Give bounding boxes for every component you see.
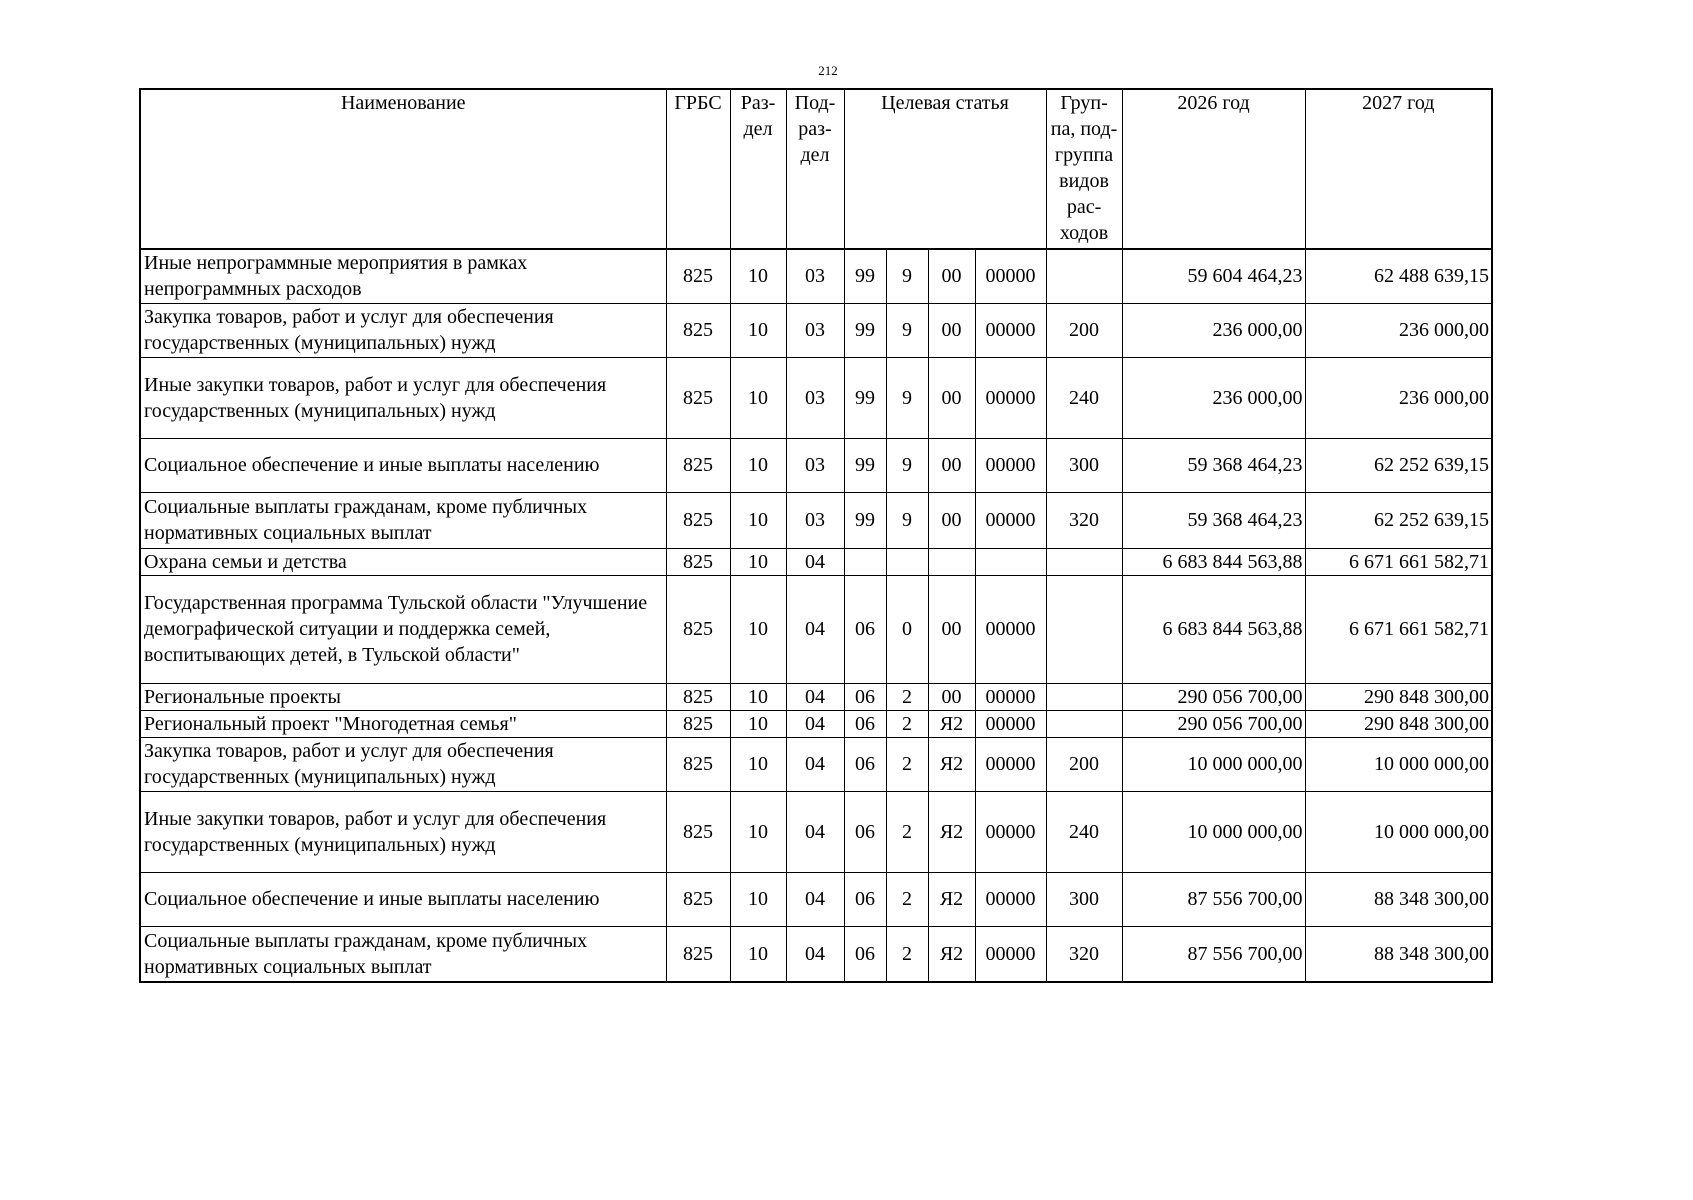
- cell-expense-group: 320: [1046, 926, 1122, 982]
- cell-grbs: 825: [666, 872, 730, 926]
- cell-amount-2027: 62 252 639,15: [1305, 438, 1492, 492]
- cell-target-code: 00000: [975, 872, 1046, 926]
- cell-expense-group: [1046, 548, 1122, 575]
- cell-target-program: 06: [844, 575, 886, 683]
- table-row: [140, 683, 1492, 710]
- cell-target-subprogram: 2: [886, 791, 928, 872]
- cell-amount-2027: 236 000,00: [1305, 357, 1492, 438]
- cell-target-subprogram: 9: [886, 438, 928, 492]
- cell-target-program: [844, 548, 886, 575]
- cell-razdel: 10: [730, 575, 786, 683]
- table-row: [140, 492, 1492, 548]
- cell-amount-2026: 236 000,00: [1122, 303, 1305, 357]
- cell-podrazdel: 04: [786, 710, 844, 737]
- header-year-2026: 2026 год: [1122, 89, 1305, 249]
- cell-amount-2027: 10 000 000,00: [1305, 737, 1492, 791]
- cell-name: Региональный проект "Многодетная семья": [140, 710, 666, 737]
- cell-target-code: 00000: [975, 438, 1046, 492]
- cell-target-subprogram: 2: [886, 683, 928, 710]
- cell-name: Региональные проекты: [140, 683, 666, 710]
- cell-amount-2026: 87 556 700,00: [1122, 926, 1305, 982]
- cell-amount-2027: 62 488 639,15: [1305, 249, 1492, 303]
- table-row: [140, 548, 1492, 575]
- header-target-article: Целевая статья: [844, 89, 1046, 249]
- cell-target-code: 00000: [975, 357, 1046, 438]
- cell-amount-2026: 59 368 464,23: [1122, 492, 1305, 548]
- cell-target-direction: Я2: [928, 737, 975, 791]
- table-row: [140, 249, 1492, 303]
- cell-target-subprogram: 2: [886, 872, 928, 926]
- cell-target-subprogram: 2: [886, 926, 928, 982]
- cell-target-program: 06: [844, 683, 886, 710]
- cell-target-code: [975, 548, 1046, 575]
- cell-target-program: 99: [844, 438, 886, 492]
- table-row: [140, 357, 1492, 438]
- table-row: [140, 438, 1492, 492]
- cell-amount-2026: 6 683 844 563,88: [1122, 548, 1305, 575]
- cell-amount-2027: 88 348 300,00: [1305, 926, 1492, 982]
- cell-target-subprogram: 9: [886, 303, 928, 357]
- cell-amount-2026: 10 000 000,00: [1122, 737, 1305, 791]
- cell-target-program: 99: [844, 492, 886, 548]
- cell-podrazdel: 04: [786, 737, 844, 791]
- header-podrazdel: Под- раз- дел: [786, 89, 844, 249]
- cell-razdel: 10: [730, 737, 786, 791]
- cell-target-subprogram: 9: [886, 492, 928, 548]
- cell-amount-2027: 290 848 300,00: [1305, 683, 1492, 710]
- cell-target-program: 06: [844, 737, 886, 791]
- cell-razdel: 10: [730, 492, 786, 548]
- table-row: [140, 872, 1492, 926]
- cell-target-subprogram: 9: [886, 249, 928, 303]
- budget-table: [139, 88, 1493, 983]
- cell-target-code: 00000: [975, 926, 1046, 982]
- table-row: [140, 303, 1492, 357]
- cell-target-subprogram: 2: [886, 737, 928, 791]
- cell-grbs: 825: [666, 683, 730, 710]
- cell-amount-2027: 88 348 300,00: [1305, 872, 1492, 926]
- cell-target-program: 06: [844, 926, 886, 982]
- cell-target-code: 00000: [975, 303, 1046, 357]
- cell-target-code: 00000: [975, 249, 1046, 303]
- table-row: [140, 710, 1492, 737]
- cell-name: Иные закупки товаров, работ и услуг для обеспечения государственных (муниципальных) нужд: [140, 357, 666, 438]
- cell-grbs: 825: [666, 438, 730, 492]
- cell-target-program: 99: [844, 357, 886, 438]
- cell-razdel: 10: [730, 683, 786, 710]
- cell-expense-group: 200: [1046, 303, 1122, 357]
- cell-target-direction: 00: [928, 492, 975, 548]
- cell-razdel: 10: [730, 303, 786, 357]
- cell-expense-group: [1046, 575, 1122, 683]
- cell-grbs: 825: [666, 548, 730, 575]
- cell-target-program: 99: [844, 249, 886, 303]
- cell-amount-2026: 87 556 700,00: [1122, 872, 1305, 926]
- cell-amount-2026: 59 368 464,23: [1122, 438, 1305, 492]
- cell-razdel: 10: [730, 249, 786, 303]
- cell-razdel: 10: [730, 357, 786, 438]
- cell-target-direction: Я2: [928, 872, 975, 926]
- cell-target-direction: Я2: [928, 791, 975, 872]
- cell-razdel: 10: [730, 926, 786, 982]
- page-number: 212: [818, 63, 838, 78]
- cell-podrazdel: 04: [786, 926, 844, 982]
- cell-target-subprogram: [886, 548, 928, 575]
- cell-target-direction: 00: [928, 357, 975, 438]
- cell-target-subprogram: 9: [886, 357, 928, 438]
- table-row: [140, 737, 1492, 791]
- cell-grbs: 825: [666, 303, 730, 357]
- cell-name: Социальные выплаты гражданам, кроме публичных нормативных социальных выплат: [140, 492, 666, 548]
- cell-expense-group: [1046, 710, 1122, 737]
- cell-amount-2026: 59 604 464,23: [1122, 249, 1305, 303]
- cell-razdel: 10: [730, 710, 786, 737]
- cell-target-direction: 00: [928, 438, 975, 492]
- cell-target-direction: 00: [928, 575, 975, 683]
- cell-razdel: 10: [730, 438, 786, 492]
- cell-name: Иные непрограммные мероприятия в рамках непрограммных расходов: [140, 249, 666, 303]
- cell-amount-2027: 10 000 000,00: [1305, 791, 1492, 872]
- cell-expense-group: [1046, 249, 1122, 303]
- cell-expense-group: 300: [1046, 438, 1122, 492]
- header-grbs: ГРБС: [666, 89, 730, 249]
- cell-grbs: 825: [666, 710, 730, 737]
- table-header-row: [140, 89, 1492, 249]
- cell-target-code: 00000: [975, 791, 1046, 872]
- cell-target-subprogram: 2: [886, 710, 928, 737]
- cell-podrazdel: 03: [786, 303, 844, 357]
- header-expense-group: Груп- па, под- группа видов рас- ходов: [1046, 89, 1122, 249]
- cell-target-direction: Я2: [928, 710, 975, 737]
- cell-amount-2027: 236 000,00: [1305, 303, 1492, 357]
- cell-amount-2027: 6 671 661 582,71: [1305, 575, 1492, 683]
- cell-target-direction: 00: [928, 683, 975, 710]
- cell-podrazdel: 03: [786, 357, 844, 438]
- header-year-2027: 2027 год: [1305, 89, 1492, 249]
- cell-target-direction: 00: [928, 303, 975, 357]
- cell-target-code: 00000: [975, 683, 1046, 710]
- cell-razdel: 10: [730, 791, 786, 872]
- cell-amount-2026: 10 000 000,00: [1122, 791, 1305, 872]
- cell-podrazdel: 04: [786, 575, 844, 683]
- cell-grbs: 825: [666, 575, 730, 683]
- cell-name: Закупка товаров, работ и услуг для обеспечения государственных (муниципальных) нужд: [140, 303, 666, 357]
- cell-target-program: 06: [844, 872, 886, 926]
- cell-target-program: 06: [844, 791, 886, 872]
- header-name: Наименование: [140, 89, 666, 249]
- cell-podrazdel: 04: [786, 872, 844, 926]
- table-row: [140, 926, 1492, 982]
- cell-expense-group: 200: [1046, 737, 1122, 791]
- cell-podrazdel: 04: [786, 683, 844, 710]
- cell-grbs: 825: [666, 791, 730, 872]
- cell-target-subprogram: 0: [886, 575, 928, 683]
- cell-target-direction: 00: [928, 249, 975, 303]
- cell-name: Государственная программа Тульской области "Улучшение демографической ситуации и поддержка семей, воспитывающих детей, в Тульской области": [140, 575, 666, 683]
- cell-target-program: 99: [844, 303, 886, 357]
- cell-expense-group: 320: [1046, 492, 1122, 548]
- cell-name: Охрана семьи и детства: [140, 548, 666, 575]
- cell-expense-group: 240: [1046, 357, 1122, 438]
- cell-name: Иные закупки товаров, работ и услуг для обеспечения государственных (муниципальных) нужд: [140, 791, 666, 872]
- cell-amount-2027: 62 252 639,15: [1305, 492, 1492, 548]
- cell-name: Социальные выплаты гражданам, кроме публичных нормативных социальных выплат: [140, 926, 666, 982]
- cell-podrazdel: 04: [786, 791, 844, 872]
- cell-grbs: 825: [666, 492, 730, 548]
- table-row: [140, 575, 1492, 683]
- cell-expense-group: [1046, 683, 1122, 710]
- cell-amount-2026: 236 000,00: [1122, 357, 1305, 438]
- cell-name: Социальное обеспечение и иные выплаты населению: [140, 872, 666, 926]
- cell-target-code: 00000: [975, 737, 1046, 791]
- cell-amount-2027: 6 671 661 582,71: [1305, 548, 1492, 575]
- cell-grbs: 825: [666, 249, 730, 303]
- cell-expense-group: 240: [1046, 791, 1122, 872]
- cell-razdel: 10: [730, 548, 786, 575]
- cell-podrazdel: 04: [786, 548, 844, 575]
- cell-razdel: 10: [730, 872, 786, 926]
- cell-amount-2026: 290 056 700,00: [1122, 683, 1305, 710]
- cell-target-direction: Я2: [928, 926, 975, 982]
- cell-target-code: 00000: [975, 710, 1046, 737]
- cell-amount-2027: 290 848 300,00: [1305, 710, 1492, 737]
- cell-grbs: 825: [666, 926, 730, 982]
- cell-podrazdel: 03: [786, 492, 844, 548]
- cell-podrazdel: 03: [786, 249, 844, 303]
- table-row: [140, 791, 1492, 872]
- cell-target-code: 00000: [975, 575, 1046, 683]
- header-razdel: Раз- дел: [730, 89, 786, 249]
- cell-podrazdel: 03: [786, 438, 844, 492]
- cell-amount-2026: 290 056 700,00: [1122, 710, 1305, 737]
- table-body: [140, 249, 1492, 982]
- cell-expense-group: 300: [1046, 872, 1122, 926]
- cell-target-code: 00000: [975, 492, 1046, 548]
- cell-grbs: 825: [666, 357, 730, 438]
- cell-name: Закупка товаров, работ и услуг для обеспечения государственных (муниципальных) нужд: [140, 737, 666, 791]
- cell-name: Социальное обеспечение и иные выплаты населению: [140, 438, 666, 492]
- cell-target-program: 06: [844, 710, 886, 737]
- cell-amount-2026: 6 683 844 563,88: [1122, 575, 1305, 683]
- cell-target-direction: [928, 548, 975, 575]
- cell-grbs: 825: [666, 737, 730, 791]
